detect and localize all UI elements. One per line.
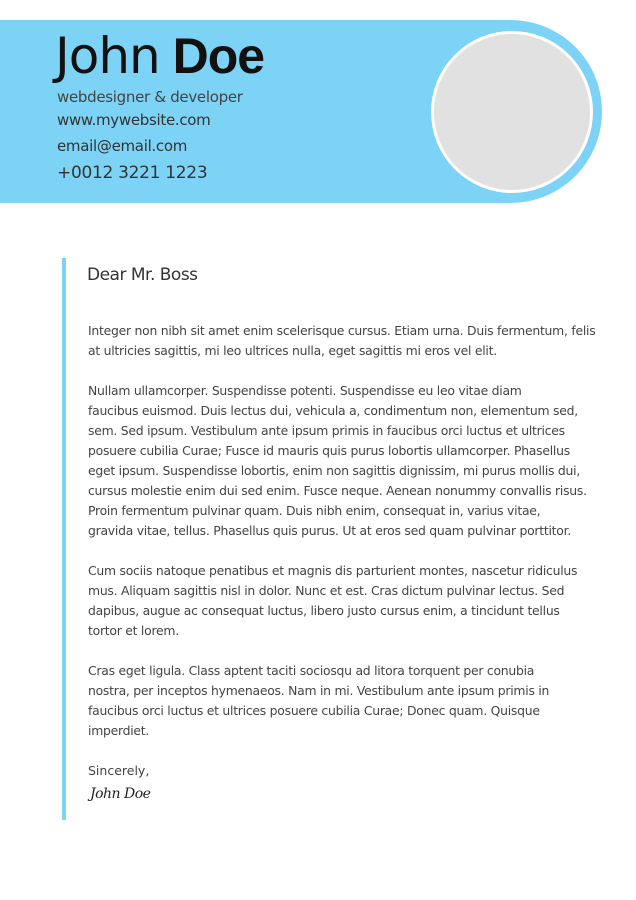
letter-paragraph [88,321,595,361]
paragraph-line: eget ipsum. Suspendisse lobortis, enim non sagittis dignissim, mi purus mollis dui, [88,463,581,478]
paragraph-line: dapibus, augue ac consequat luctus, libero justo cursus enim, a tincidunt tellus [88,603,560,618]
profile-photo-placeholder [431,31,593,193]
website-link[interactable]: www.mywebsite.com [57,111,211,129]
paragraph-line: nostra, per inceptos hymenaeos. Nam in mi. Vestibulum ante ipsum primis in [88,683,550,698]
phone-number: +0012 3221 1223 [57,163,208,183]
email-link[interactable]: email@email.com [57,137,188,155]
paragraph-line: sem. Sed ipsum. Vestibulum ante ipsum primis in faucibus orci luctus et ultrices [88,423,565,438]
paragraph-line: Cum sociis natoque penatibus et magnis dis parturient montes, nascetur ridiculus [88,563,578,578]
paragraph-line: posuere cubilia Curae; Fusce id mauris quis purus lobortis ullamcorper. Phasellus [88,443,570,458]
paragraph-line: cursus molestie enim dui sed enim. Fusce neque. Aenean nonummy convallis risus. [88,483,587,498]
paragraph-line: mus. Aliquam sagittis nisl in dolor. Nunc et est. Cras dictum pulvinar lectus. Sed [88,583,565,598]
letter-paragraph [88,561,577,641]
letter-paragraph [88,661,549,741]
applicant-name [55,26,264,86]
paragraph-line: at ultricies sagittis, mi leo ultrices nulla, eget sagittis mi eros vel elit. [88,343,497,358]
paragraph-line: Cras eget ligula. Class aptent taciti sociosqu ad litora torquent per conubia [88,663,535,678]
letter-paragraph [88,381,587,541]
paragraph-line: imperdiet. [88,723,150,738]
first-name: John [55,27,160,85]
closing: Sincerely, [88,763,150,778]
paragraph-line: Proin fermentum pulvinar quam. Duis nibh enim, consequat in, varius vitae, [88,503,541,518]
paragraph-line: Integer non nibh sit amet enim scelerisque cursus. Etiam urna. Duis fermentum, felis [88,323,596,338]
accent-bar [62,258,66,820]
paragraph-line: gravida vitae, tellus. Phasellus quis purus. Ut at eros sed quam pulvinar porttitor. [88,523,572,538]
greeting: Dear Mr. Boss [87,265,198,285]
paragraph-line: faucibus orci luctus et ultrices posuere cubilia Curae; Donec quam. Quisque [88,703,540,718]
paragraph-line: Nullam ullamcorper. Suspendisse potenti. Suspendisse eu leo vitae diam [88,383,522,398]
job-title: webdesigner & developer [57,88,243,106]
paragraph-line: faucibus euismod. Duis lectus dui, vehicula a, condimentum non, elementum sed, [88,403,578,418]
last-name: Doe [172,28,265,84]
signature: John Doe [90,786,151,802]
paragraph-line: tortor et lorem. [88,623,179,638]
